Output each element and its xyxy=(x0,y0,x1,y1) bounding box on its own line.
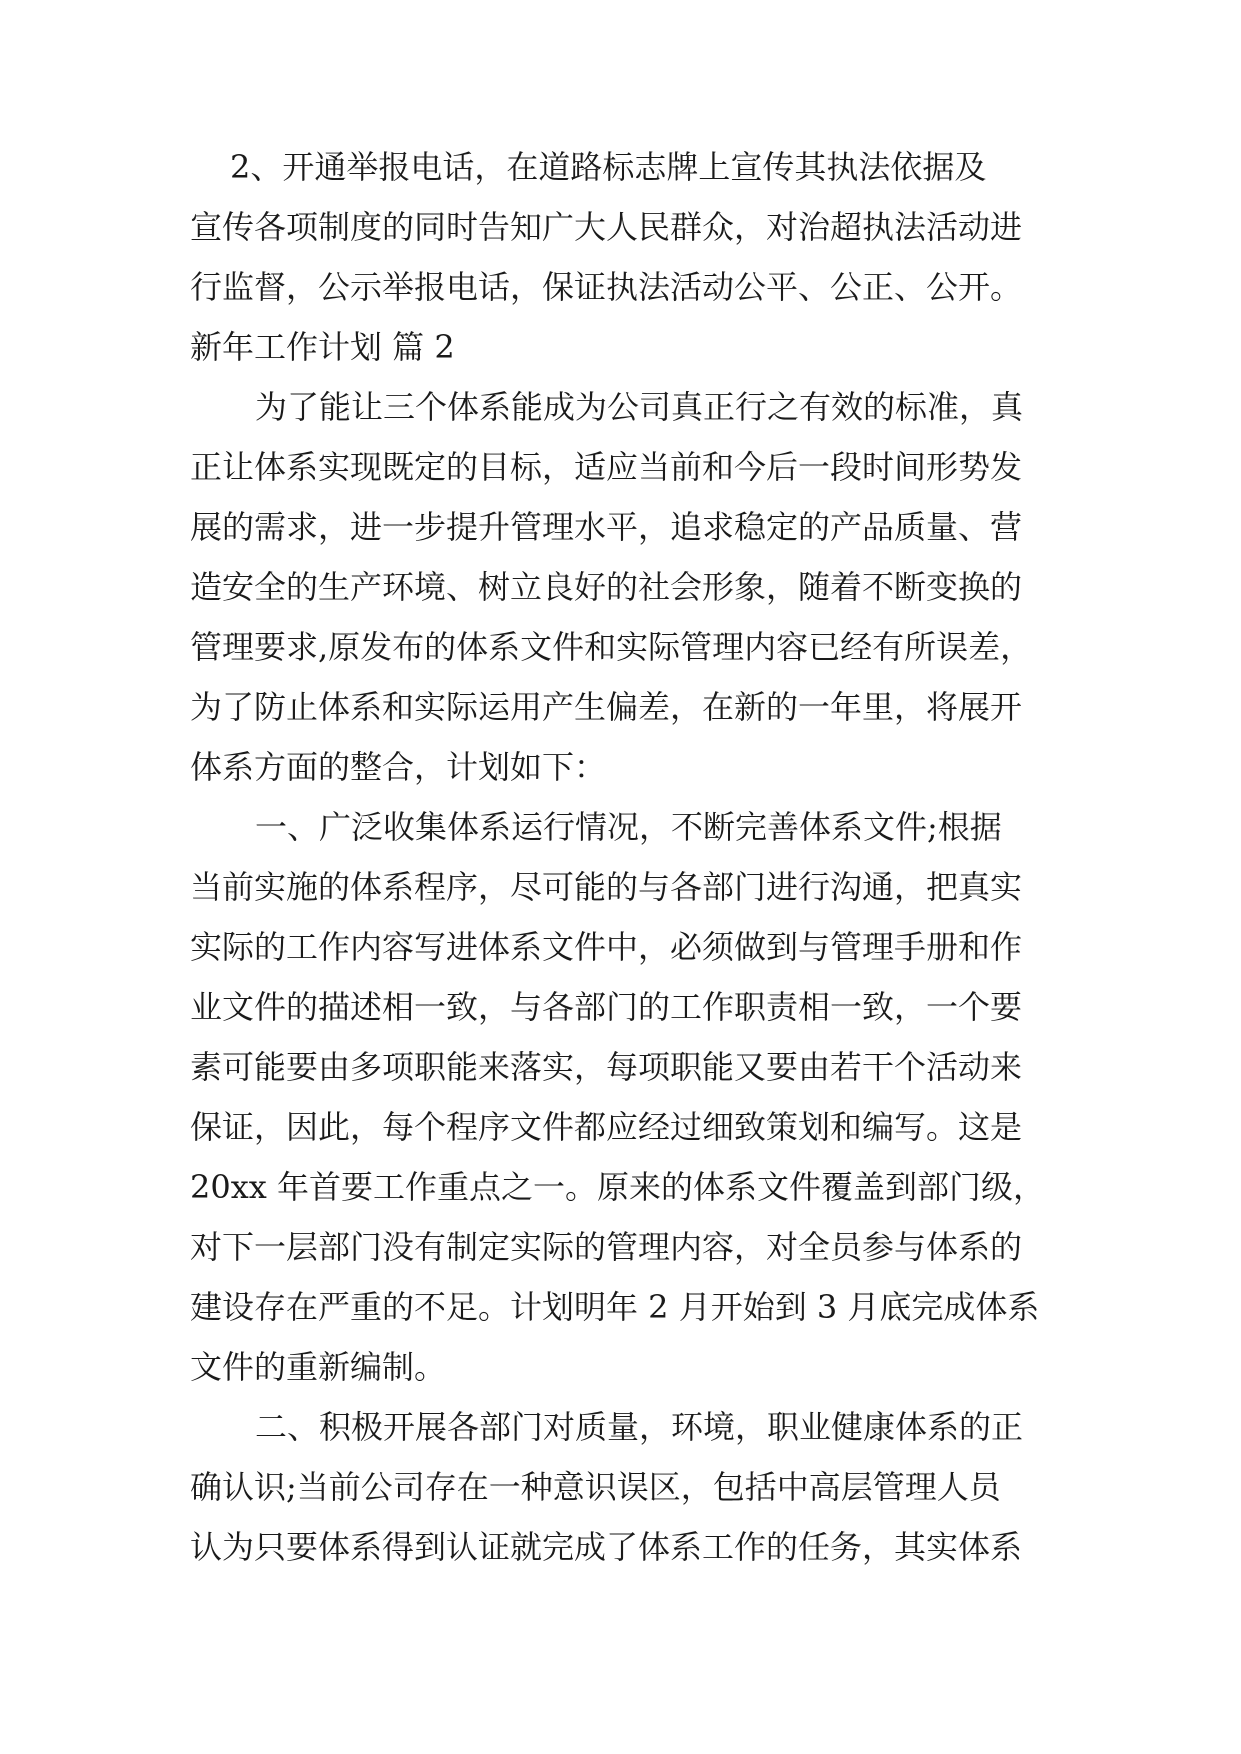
text-line: 宣传各项制度的同时告知广大人民群众，对治超执法活动进 xyxy=(190,208,1023,246)
text-line: 正让体系实现既定的目标，适应当前和今后一段时间形势发 xyxy=(190,448,1023,486)
text-line: 20xx 年首要工作重点之一。原来的体系文件覆盖到部门级， xyxy=(190,1168,1045,1206)
text-line: 业文件的描述相一致，与各部门的工作职责相一致，一个要 xyxy=(190,988,1023,1026)
text-line: 行监督，公示举报电话，保证执法活动公平、公正、公开。 xyxy=(190,268,1023,306)
text-line: 一、广泛收集体系运行情况，不断完善体系文件;根据 xyxy=(255,808,1002,846)
text-line: 展的需求，进一步提升管理水平，追求稳定的产品质量、营 xyxy=(190,508,1023,546)
text-line: 体系方面的整合，计划如下： xyxy=(190,748,607,786)
text-line: 建设存在严重的不足。计划明年 2 月开始到 3 月底完成体系 xyxy=(190,1288,1040,1326)
text-line: 对下一层部门没有制定实际的管理内容，对全员参与体系的 xyxy=(190,1228,1023,1266)
text-line: 实际的工作内容写进体系文件中，必须做到与管理手册和作 xyxy=(190,928,1023,966)
text-line: 为了防止体系和实际运用产生偏差，在新的一年里，将展开 xyxy=(190,688,1023,726)
text-line: 造安全的生产环境、树立良好的社会形象，随着不断变换的 xyxy=(190,568,1023,606)
section-heading: 新年工作计划 篇 2 xyxy=(190,328,455,366)
text-line: 素可能要由多项职能来落实，每项职能又要由若干个活动来 xyxy=(190,1048,1023,1086)
text-line: 管理要求,原发布的体系文件和实际管理内容已经有所误差， xyxy=(190,628,1033,666)
text-line: 保证，因此，每个程序文件都应经过细致策划和编写。这是 xyxy=(190,1108,1023,1146)
text-line: 确认识;当前公司存在一种意识误区，包括中高层管理人员 xyxy=(190,1468,1001,1506)
text-line: 2、开通举报电话，在道路标志牌上宣传其执法依据及 xyxy=(230,148,987,186)
text-line: 当前实施的体系程序，尽可能的与各部门进行沟通，把真实 xyxy=(190,868,1023,906)
text-line: 为了能让三个体系能成为公司真正行之有效的标准，真 xyxy=(255,388,1024,426)
text-line: 二、积极开展各部门对质量，环境，职业健康体系的正 xyxy=(255,1408,1024,1446)
text-line: 文件的重新编制。 xyxy=(190,1348,447,1386)
text-line: 认为只要体系得到认证就完成了体系工作的任务，其实体系 xyxy=(190,1528,1023,1566)
